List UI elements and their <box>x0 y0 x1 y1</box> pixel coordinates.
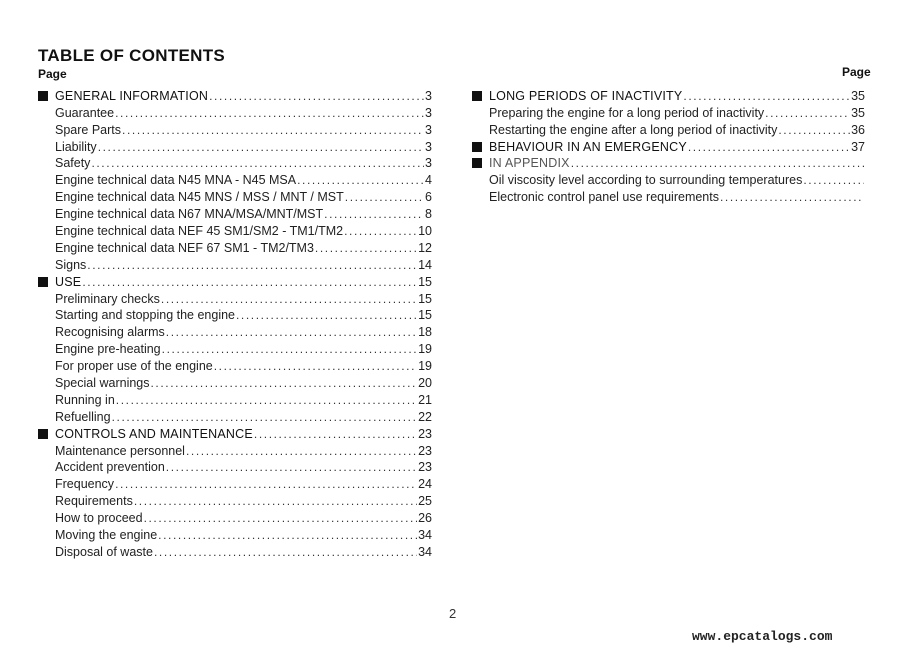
toc-entry-label: Oil viscosity level according to surrounding temperatures <box>489 173 803 188</box>
toc-entry-label: Engine technical data N45 MNA - N45 MSA <box>55 173 297 188</box>
dot-leader <box>91 155 424 171</box>
toc-entry-label: Preparing the engine for a long period of inactivity <box>489 105 765 120</box>
toc-entry-page: 37 <box>851 139 865 154</box>
toc-entry-label: Engine pre-heating <box>55 342 161 357</box>
toc-entry-page: 6 <box>425 190 432 205</box>
toc-entry <box>38 155 432 172</box>
toc-entry <box>38 543 432 560</box>
toc-entry-label: Signs <box>55 257 87 272</box>
dot-leader <box>115 105 424 121</box>
toc-entry-page: 15 <box>418 291 432 306</box>
dot-leader <box>166 459 417 475</box>
toc-entry-page: 3 <box>425 156 432 171</box>
toc-entry <box>472 121 865 138</box>
toc-entry <box>38 256 432 273</box>
toc-left-column <box>38 87 432 560</box>
toc-section-heading <box>38 87 432 104</box>
toc-entry-page: 21 <box>418 392 432 407</box>
dot-leader <box>344 223 417 239</box>
toc-entry-label: Safety <box>55 156 91 171</box>
toc-entry <box>38 222 432 239</box>
toc-entry-label: Engine technical data N67 MNA/MSA/MNT/MST <box>55 207 324 222</box>
dot-leader <box>115 476 417 492</box>
dot-leader <box>186 443 417 459</box>
toc-entry-page: 3 <box>425 105 432 120</box>
toc-entry <box>38 104 432 121</box>
toc-section-heading <box>38 425 432 442</box>
dot-leader <box>236 307 417 323</box>
toc-entry <box>38 442 432 459</box>
toc-entry-label: USE <box>55 274 82 289</box>
toc-entry-page: 18 <box>418 325 432 340</box>
toc-entry <box>38 374 432 391</box>
toc-entry-page: 19 <box>418 342 432 357</box>
dot-leader <box>144 510 418 526</box>
toc-entry-label: Guarantee <box>55 105 115 120</box>
toc-entry <box>38 138 432 155</box>
square-bullet-icon <box>38 429 48 439</box>
dot-leader <box>803 172 864 188</box>
toc-entry-label: Moving the engine <box>55 528 158 543</box>
toc-entry-label: GENERAL INFORMATION <box>55 88 209 103</box>
toc-entry-label: Frequency <box>55 477 115 492</box>
dot-leader <box>158 527 417 543</box>
toc-entry-page: 15 <box>418 274 432 289</box>
toc-entry <box>38 492 432 509</box>
dot-leader <box>765 105 850 121</box>
toc-entry-label: Recognising alarms <box>55 325 165 340</box>
dot-leader <box>122 122 424 138</box>
toc-entry <box>38 171 432 188</box>
toc-entry-label: Engine technical data N45 MNS / MSS / MNT / MST <box>55 190 344 205</box>
toc-entry-page: 25 <box>418 494 432 509</box>
dot-leader <box>345 189 424 205</box>
toc-entry <box>38 205 432 222</box>
page-number: 2 <box>449 606 457 621</box>
toc-entry <box>472 104 865 121</box>
toc-entry-label: How to proceed <box>55 511 143 526</box>
toc-entry <box>38 509 432 526</box>
toc-entry-label: Liability <box>55 139 97 154</box>
toc-entry-page: 10 <box>418 224 432 239</box>
toc-entry-page: 20 <box>418 376 432 391</box>
toc-entry <box>472 188 865 205</box>
toc-entry-page: 23 <box>418 443 432 458</box>
dot-leader <box>297 172 424 188</box>
toc-entry <box>38 340 432 357</box>
toc-entry-page: 34 <box>418 544 432 559</box>
toc-entry-label: Starting and stopping the engine <box>55 308 235 323</box>
toc-entry-page: 35 <box>851 88 865 103</box>
toc-section-heading <box>472 87 865 104</box>
toc-entry-page: 3 <box>425 88 432 103</box>
square-bullet-icon <box>472 158 482 168</box>
dot-leader <box>688 139 850 155</box>
dot-leader <box>112 409 418 425</box>
toc-entry <box>38 323 432 340</box>
square-bullet-icon <box>38 277 48 287</box>
toc-entry-page: 22 <box>418 409 432 424</box>
toc-entry <box>38 391 432 408</box>
toc-entry-label: Accident prevention <box>55 460 165 475</box>
toc-entry <box>38 408 432 425</box>
toc-entry-label: Spare Parts <box>55 122 122 137</box>
toc-entry-label: For proper use of the engine <box>55 359 213 374</box>
toc-entry-page: 19 <box>418 359 432 374</box>
toc-entry <box>38 188 432 205</box>
dot-leader <box>116 392 417 408</box>
toc-entry <box>38 357 432 374</box>
dot-leader <box>87 257 417 273</box>
toc-entry-label: Special warnings <box>55 376 150 391</box>
toc-entry <box>38 121 432 138</box>
toc-entry-page: 15 <box>418 308 432 323</box>
square-bullet-icon <box>38 91 48 101</box>
dot-leader <box>254 426 417 442</box>
dot-leader <box>166 324 417 340</box>
toc-entry <box>38 475 432 492</box>
toc-entry-label: Restarting the engine after a long period of inactivity <box>489 122 778 137</box>
dot-leader <box>151 375 418 391</box>
toc-entry-label: CONTROLS AND MAINTENANCE <box>55 426 253 441</box>
toc-entry-label: Running in <box>55 392 115 407</box>
toc-section-heading <box>38 273 432 290</box>
dot-leader <box>161 291 417 307</box>
document-title: TABLE OF CONTENTS <box>38 46 226 65</box>
toc-entry-label: Engine technical data NEF 45 SM1/SM2 - TM1/TM2 <box>55 224 344 239</box>
toc-entry-label: Requirements <box>55 494 133 509</box>
toc-entry-page: 12 <box>418 240 432 255</box>
dot-leader <box>209 88 424 104</box>
dot-leader <box>778 122 850 138</box>
dot-leader <box>98 139 424 155</box>
page-column-label-left: Page <box>38 67 67 81</box>
dot-leader <box>315 240 417 256</box>
dot-leader <box>162 341 417 357</box>
toc-entry-label: Preliminary checks <box>55 291 160 306</box>
toc-entry <box>38 290 432 307</box>
toc-entry <box>38 459 432 476</box>
toc-entry-page: 23 <box>418 426 432 441</box>
dot-leader <box>571 155 864 171</box>
toc-entry-page: 24 <box>418 477 432 492</box>
toc-entry-page: 36 <box>851 122 865 137</box>
dot-leader <box>214 358 417 374</box>
toc-entry <box>38 307 432 324</box>
toc-entry-label: IN APPENDIX <box>489 156 570 171</box>
toc-entry-page: 35 <box>851 105 865 120</box>
toc-entry <box>472 171 865 188</box>
dot-leader <box>720 189 864 205</box>
toc-entry-page: 23 <box>418 460 432 475</box>
toc-entry-page: 14 <box>418 257 432 272</box>
toc-right-column <box>472 87 865 205</box>
toc-entry-label: Disposal of waste <box>55 544 153 559</box>
toc-entry <box>38 526 432 543</box>
website-watermark: www.epcatalogs.com <box>692 629 833 644</box>
square-bullet-icon <box>472 142 482 152</box>
dot-leader <box>154 544 417 560</box>
toc-entry-label: Maintenance personnel <box>55 443 185 458</box>
toc-entry-label: BEHAVIOUR IN AN EMERGENCY <box>489 139 687 154</box>
toc-entry-label: Electronic control panel use requirements <box>489 190 719 205</box>
dot-leader <box>82 274 417 290</box>
toc-section-heading <box>472 138 865 155</box>
dot-leader <box>683 88 850 104</box>
toc-entry-page: 4 <box>425 173 432 188</box>
toc-entry-label: LONG PERIODS OF INACTIVITY <box>489 88 683 103</box>
dot-leader <box>324 206 424 222</box>
toc-section-heading <box>472 155 865 172</box>
toc-entry-page: 3 <box>425 139 432 154</box>
toc-entry-page: 26 <box>418 511 432 526</box>
toc-entry-page: 8 <box>425 207 432 222</box>
page-column-label-right: Page <box>842 65 871 79</box>
square-bullet-icon <box>472 91 482 101</box>
dot-leader <box>134 493 417 509</box>
toc-entry-label: Refuelling <box>55 409 111 424</box>
toc-entry <box>38 239 432 256</box>
toc-entry-label: Engine technical data NEF 67 SM1 - TM2/TM3 <box>55 240 314 255</box>
toc-entry-page: 34 <box>418 528 432 543</box>
toc-entry-page: 3 <box>425 122 432 137</box>
